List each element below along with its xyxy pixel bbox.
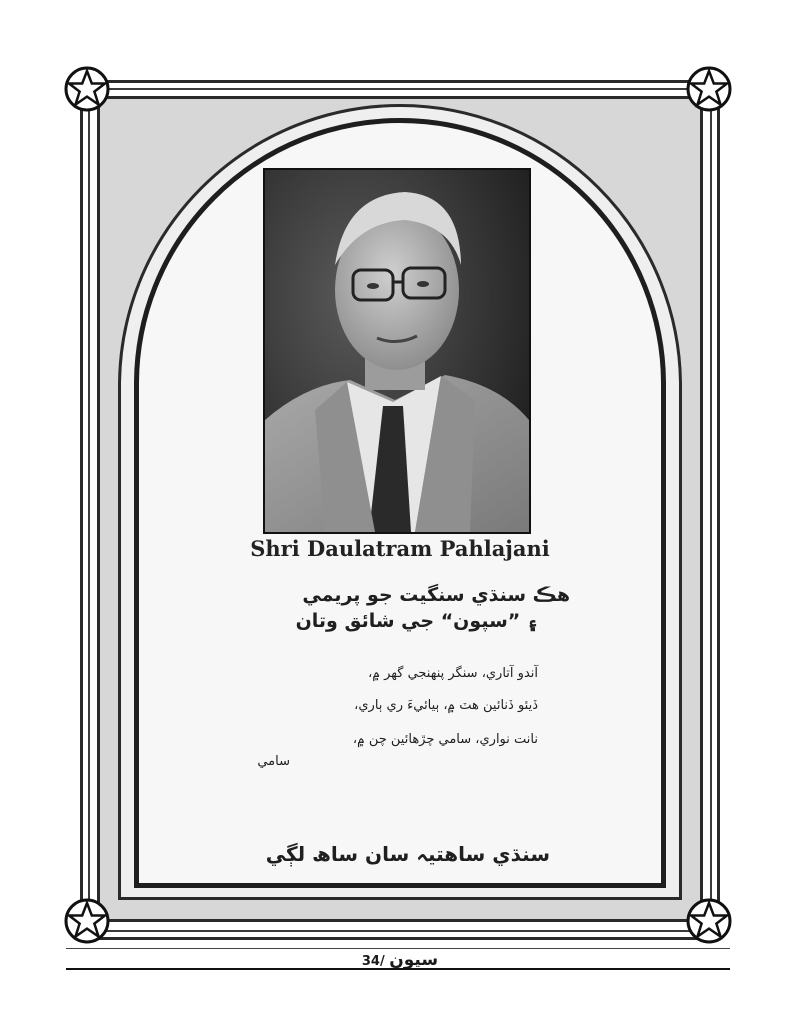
- heading-line-2: ۽ ”سپون“ جي شائق وتان: [295, 610, 538, 632]
- closing-dedication: سنڌي ساهتيہ سان ساھ لڳي: [265, 842, 550, 866]
- portrait-photo: [263, 168, 531, 534]
- heading-line-1: هڪ سنڌي سنگيت جو پريمي: [302, 584, 570, 606]
- footer-rule-top: [66, 948, 730, 949]
- verse-line-4: سامي: [257, 754, 290, 769]
- portrait-caption: Shri Daulatram Pahlajani: [250, 536, 550, 561]
- page-number: 34/: [361, 954, 385, 969]
- verse-line-2: ڏيئو ڏنائين هٽ ۾، ٻيائيءَ ري ٻاري،: [354, 698, 538, 713]
- footer-rule-bottom: [66, 968, 730, 970]
- star-icon: [686, 66, 732, 112]
- magazine-name: سپون: [389, 950, 439, 970]
- star-icon: [64, 66, 110, 112]
- star-icon: [686, 898, 732, 944]
- verse-line-1: آندو آتاري، سنگر پنهنجي گهر ۾،: [368, 666, 538, 681]
- page-footer: [340, 950, 460, 970]
- star-icon: [64, 898, 110, 944]
- portrait-illustration: [265, 170, 529, 532]
- verse-line-3: نانت نواري، سامي چڙهائين چن ۾،: [352, 732, 538, 747]
